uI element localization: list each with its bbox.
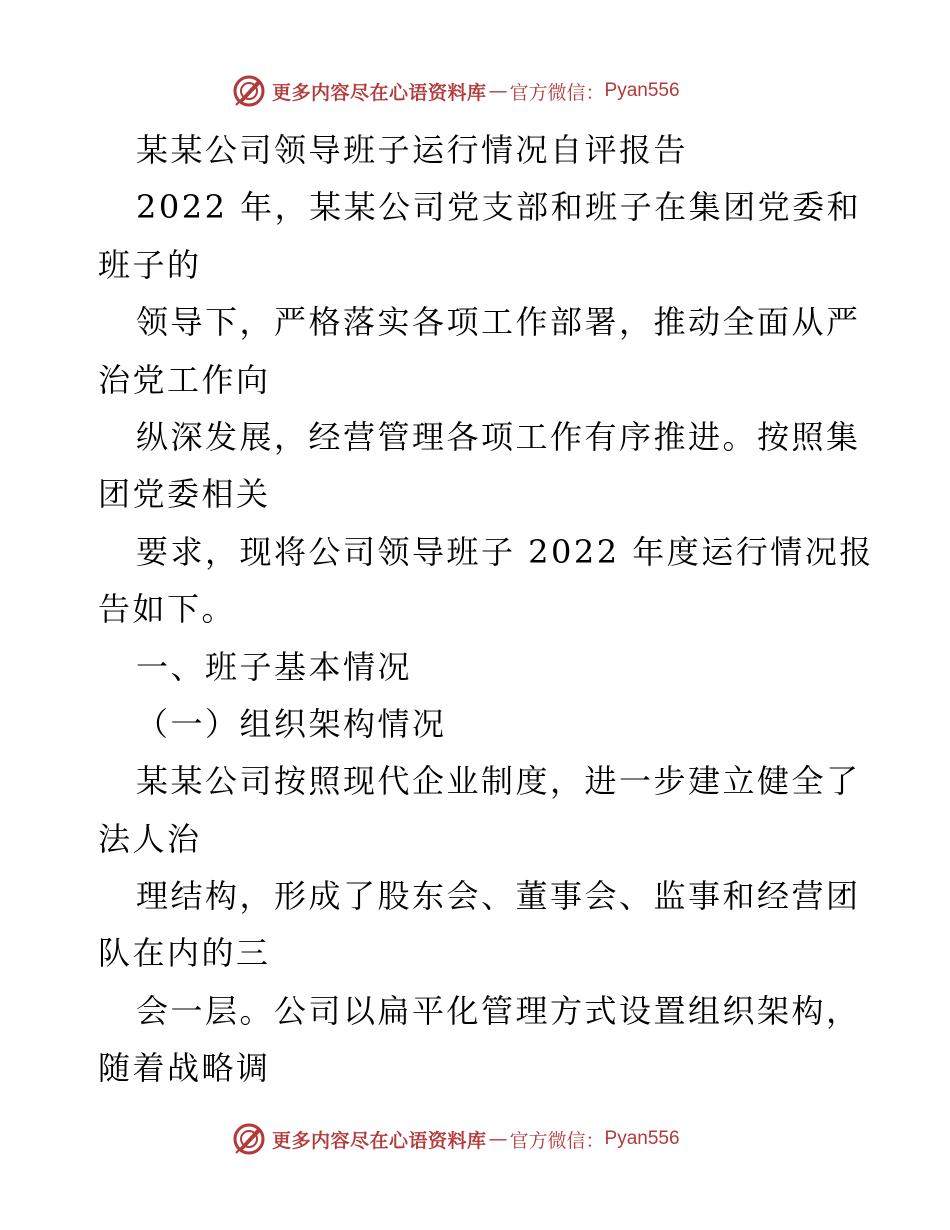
paragraph-line: 领导下，严格落实各项工作部署，推动全面从严 [136, 303, 861, 342]
paragraph-line: 法人治 [98, 819, 202, 858]
paragraph-line: 随着战略调 [98, 1049, 271, 1088]
footer-watermark [232, 1121, 680, 1157]
watermark-official-label: 官方微信： [509, 1129, 605, 1152]
paragraph-line: 要求，现将公司领导班子 2022 年度运行情况报 [136, 532, 874, 571]
watermark-dash: — [488, 80, 508, 102]
quill-logo-icon [232, 1122, 266, 1156]
document-body [98, 122, 874, 1098]
watermark-wechat-id: Pyan556 [604, 1128, 680, 1149]
paragraph-line: 纵深发展，经营管理各项工作有序推进。按照集 [136, 417, 861, 456]
paragraph-line: 告如下。 [98, 590, 237, 629]
paragraph-line: 一、班子基本情况 [136, 647, 413, 686]
paragraph-line: 2022 年，某某公司党支部和班子在集团党委和 [136, 188, 862, 227]
quill-logo-icon [232, 74, 266, 108]
paragraph-line: 队在内的三 [98, 934, 271, 973]
paragraph-line: 理结构，形成了股东会、董事会、监事和经营团 [136, 877, 861, 916]
paragraph-line: 班子的 [98, 245, 202, 284]
watermark-main-text: 更多内容尽在心语资料库 [272, 81, 487, 104]
watermark-wechat-id: Pyan556 [604, 80, 680, 101]
paragraph-line: 某某公司按照现代企业制度，进一步建立健全了 [136, 762, 861, 801]
header-watermark [232, 73, 680, 109]
paragraph-line: 某某公司领导班子运行情况自评报告 [136, 131, 689, 169]
paragraph-line: 团党委相关 [98, 475, 271, 514]
watermark-dash: — [488, 1128, 508, 1150]
paragraph-line: （一）组织架构情况 [136, 704, 447, 743]
watermark-main-text: 更多内容尽在心语资料库 [272, 1129, 487, 1152]
watermark-official-label: 官方微信： [509, 81, 605, 104]
paragraph-line: 治党工作向 [98, 360, 271, 399]
paragraph-line: 会一层。公司以扁平化管理方式设置组织架构， [136, 991, 861, 1030]
